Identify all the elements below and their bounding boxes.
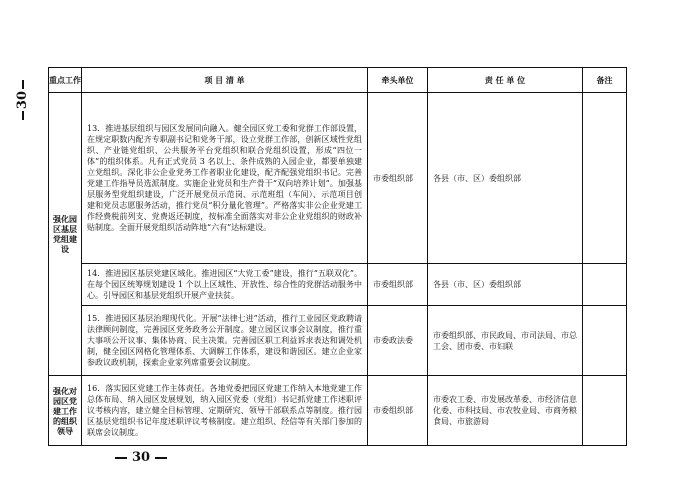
lead-unit: 市委政法委: [368, 306, 428, 376]
responsible-units: 市委组织部、市民政局、市司法局、市总工会、团市委、市妇联: [428, 306, 583, 376]
dash-mark: [22, 80, 24, 89]
responsible-units: 各县（市、区）委组织部: [428, 264, 583, 306]
table-header-row: [49, 68, 627, 93]
table-row: [49, 376, 627, 446]
remarks-cell: [583, 93, 627, 264]
header-responsible: 责 任 单 位: [428, 68, 583, 93]
project-content: 16．落实园区党建工作主体责任。各地党委把园区党建工作纳入本地党建工作总体布局、纳入园区发展规划，纳入园区党委（党组）书记抓党建工作述职评议考核内容，建立健全目标管理、定期研究、领导干部联系点等制度。推行园区基层党组织书记年度述职评议考核制度。建立组织、经信等有关部门参加的联席会议制度。: [82, 376, 368, 446]
table-row: [49, 264, 627, 306]
project-content: 13．推进基层组织与园区发展同向融入。健全园区党工委和党群工作部设置，在规定职数内配齐专职副书记和党务干部，设立党群工作部，创新区域性党组织、产业链党组织、公共服务平台党组织和联合党组织设置，形成“四位一体”的组织体系。凡有正式党员 3 名以上、条件成熟的入园企业，都要单独建立党组织。深化非公企业党务工作者职业化建设，配齐配强党组织书记。完善党建工作指导员选派制度。实施企业党员和生产骨干“双向培养计划”。加强基层服务型党组织建设，广泛开展党员示范岗、示范班组（车间）、示范项目创建和党员志愿服务活动，推行党员“积分量化管理”。严格落实非公企业党建工作经费税前列支、党费返还制度，按标准全面落实对非公企业党组织的财政补贴制度。全面开展党组织活动阵地“六有”达标建设。: [82, 93, 368, 264]
dash-mark: [155, 457, 167, 459]
responsible-units: 市委农工委、市发展改革委、市经济信息化委、市科技局、市农牧业局、市商务粮食局、市旅游局: [428, 376, 583, 446]
remarks-cell: [583, 264, 627, 306]
dash-mark: [22, 111, 24, 120]
remarks-cell: [583, 306, 627, 376]
responsible-units: 各县（市、区）委组织部: [428, 93, 583, 264]
header-lead: 牵头单位: [368, 68, 428, 93]
header-project: 项 目 清 单: [82, 68, 368, 93]
remarks-cell: [583, 376, 627, 446]
bottom-page-number-text: 30: [132, 450, 151, 465]
lead-unit: 市委组织部: [368, 376, 428, 446]
lead-unit: 市委组织部: [368, 93, 428, 264]
project-table: [48, 67, 627, 446]
side-page-number: [16, 70, 30, 130]
category-cell: 强化对园区党建工作的组织领导: [49, 376, 82, 446]
side-page-number-text: 30: [15, 90, 30, 110]
project-content: 14．推进园区基层党建区域化。推进园区“大党工委”建设，推行“五联双化”。在每个园区统筹规划建设 1 个以上区域性、开放性、综合性的党群活动服务中心。引导园区和基层党组织开展产业扶贫。: [82, 264, 368, 306]
lead-unit: 市委组织部: [368, 264, 428, 306]
project-content: 15．推进园区基层治理现代化。开展“法律七进”活动，推行工业园区党政聘请法律顾问制度，完善园区党务政务公开制度。建立园区议事会议制度，推行重大事项公开议事、集体协商、民主决策。完善园区职工利益诉求表达和调处机制，健全园区网格化管理体系、大调解工作体系，建设和谐园区。建立企业家参政议政机制，探索企业家列席重要会议制度。: [82, 306, 368, 376]
table-row: [49, 93, 627, 264]
header-focus: 重点工作: [49, 68, 82, 93]
header-remarks: 备注: [583, 68, 627, 93]
category-cell: 强化园区基层党组建设: [49, 93, 82, 376]
table-row: [49, 306, 627, 376]
bottom-page-number: [110, 450, 172, 465]
dash-mark: [115, 457, 127, 459]
